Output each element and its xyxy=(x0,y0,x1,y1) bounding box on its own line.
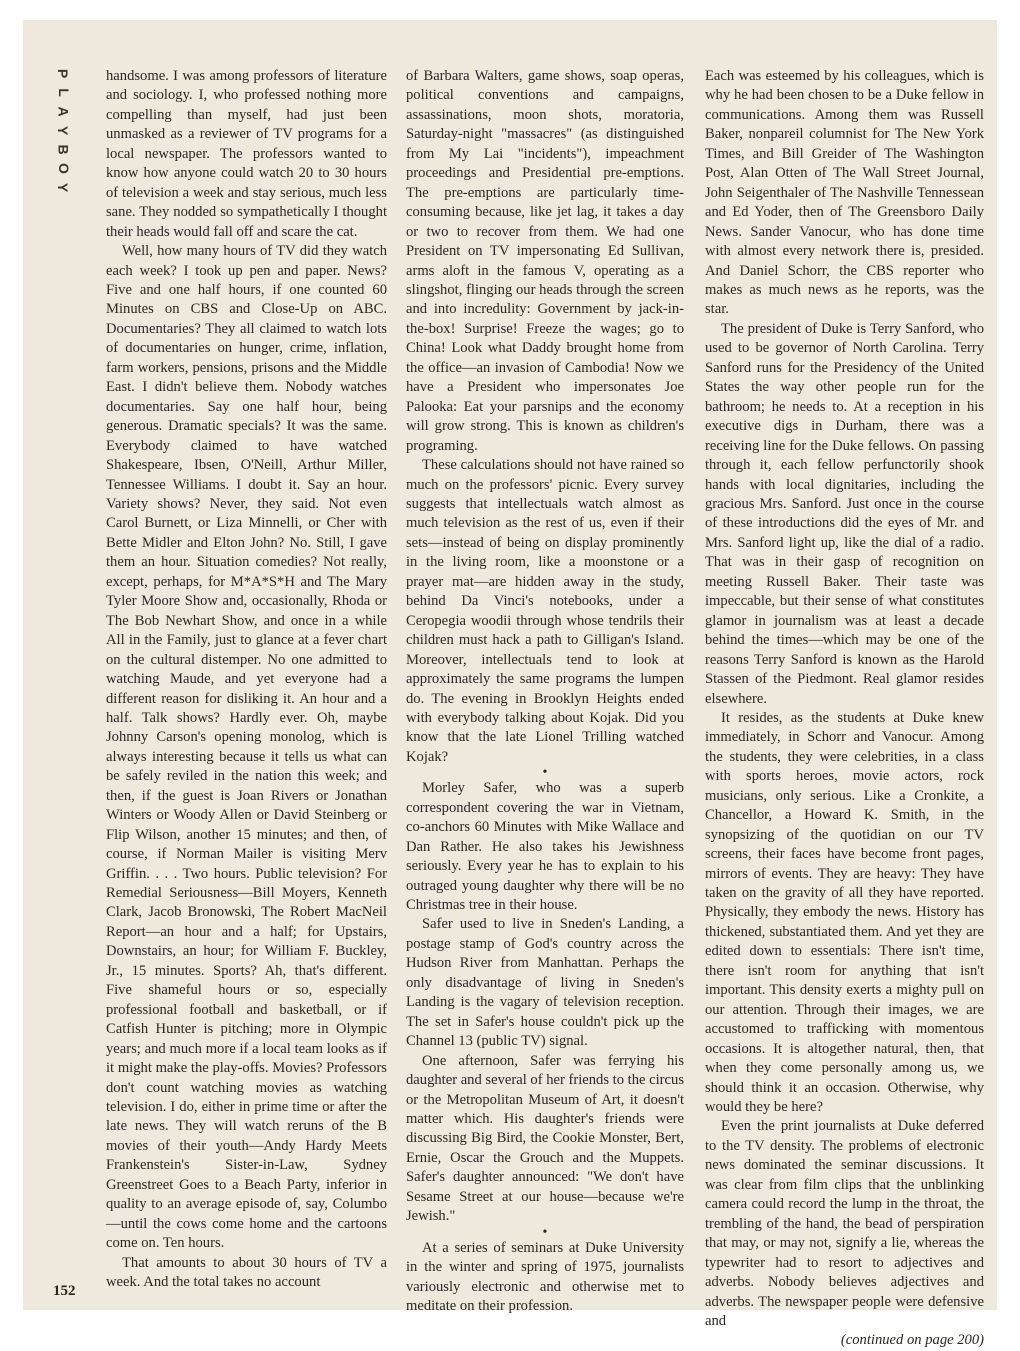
paragraph: of Barbara Walters, game shows, soap operas, political conventions and campaigns, assassinations, moon shots, moratoria, Saturday-night "massacres" (as distinguished from My Lai "incidents"), impeachment proceedings and Presidential pre-emptions. The pre-emptions are particularly time-consuming because, like jet lag, it takes a day or two to recover from them. We had one President on TV impersonating Ed Sullivan, arms aloft in the famous V, operating as a slingshot, flinging our heads through the screen and into incredulity: Government by jack-in-the-box! Surprise! Freeze the wages; go to China! Look what Daddy brought home from the office—an invasion of Cambodia! Now we have a President who impersonates Joe Palooka: Eat your parsnips and the economy will grow strong. This is known as children's programing. xyxy=(406,68,684,454)
mag-letter: Y xyxy=(55,182,72,193)
mag-letter: A xyxy=(55,106,72,117)
mag-letter: L xyxy=(55,88,72,97)
section-separator: • xyxy=(542,1224,548,1240)
paragraph: It resides, as the students at Duke knew immediately, in Schorr and Vanocur. Among the students, they were celebrities, in a class with sports heroes, movie actors, rock musicians, only serious. Like a Cronkite, a Chancellor, a Howard K. Smith, in the synopsizing of the quotidian on our TV screens, their faces have become front pages, mirrors of events. They are heavy: They have taken on the gravity of all they have reported. Physically, they embody the news. History has thickened, substantiated them. And yet they are edited down to essentials: There isn't time, there isn't room for anything that isn't important. This density exerts a mighty pull on our attention. Through their images, we are accustomed to trafficking with momentous occasions. It is altogether natural, then, that when they come personally among us, we should think it an occasion. Otherwise, why would they be here? xyxy=(705,709,984,1116)
paragraph: That amounts to about 30 hours of TV a week. And the total takes no account xyxy=(106,1254,387,1291)
magazine-name-vertical xyxy=(53,64,73,197)
paragraph: Even the print journalists at Duke deferred to the TV density. The problems of electronic news dominated the seminar discussions. It was clear from film clips that the unblinking camera could record the lump in the throat, the trembling of the hand, the bead of perspiration that may, or may not, signify a lie, whereas the typewriter had to resort to adjectives and adverbs. Nobody believes adjectives and adverbs. The newspaper people were defensive and xyxy=(705,1118,984,1329)
magazine-page xyxy=(23,20,997,1349)
article-column-2 xyxy=(406,67,684,1317)
paragraph: The president of Duke is Terry Sanford, who used to be governor of North Carolina. Terry Sanford runs for the Presidency of the United States the way other people run for the bathroom; he needs to. At a reception in his executive digs in Durham, there was a receiving line for the Duke fellows. On passing through it, each fellow perfunctorily shook hands with local dignitaries, including the gracious Mrs. Sanford. Just once in the course of these introductions did the eyes of Mr. and Mrs. Sanford light up, like the dial of a radio. That was in their gasp of recognition on meeting Russell Baker. Their taste was impeccable, but their sense of what constitutes glamor in journalism was at least a decade behind the times—which may be one of the reasons Terry Sanford is known as the Harold Stassen of the Piedmont. Real glamor resides elsewhere. xyxy=(705,320,984,707)
article-column-3 xyxy=(705,67,984,1351)
mag-letter: Y xyxy=(55,125,72,136)
paragraph: Well, how many hours of TV did they watch each week? I took up pen and paper. News? Five and one half hours, if one counted 60 Minutes on CBS and Close-Up on ABC. Documentaries? They all claimed to watch lots of documentaries on hunger, crime, inflation, farm workers, pensions, prisons and the Middle East. I didn't believe them. Nobody watches documentaries. Say one half hour, being generous. Dramatic specials? It was the same. Everybody claimed to have watched Shakespeare, Ibsen, O'Neill, Arthur Miller, Tennessee Williams. I doubt it. Say an hour. Variety shows? Never, they said. Not even Carol Burnett, or Liza Minnelli, or Cher with Bette Midler and Elton John? No. Still, I gave them an hour. Situation comedies? Not really, except, perhaps, for M*A*S*H and The Mary Tyler Moore Show and, occasionally, Rhoda or The Bob Newhart Show, and once in a while All in the Family, just to glance at a fever chart on the cultural distemper. No one admitted to watching Maude, and yet everyone had a different reason for disliking it. An hour and a half. Talk shows? Hardly ever. Oh, maybe Johnny Carson's opening monolog, which is always interesting because it tells us what can be safely reviled in the nation this week; and then, if the guest is Joan Rivers or Jonathan Winters or Woody Allen or David Steinberg or Flip Wilson, another 15 minutes; and then, of course, if Norman Mailer is visiting Merv Griffin. . . . Two hours. Public television? For Remedial Seriousness—Bill Moyers, Kenneth Clark, Jacob Bronowski, The Robert MacNeil Report—an hour and a half; for Upstairs, Downstairs, an hour; for William F. Buckley, Jr., 15 minutes. Sports? Ah, that's different. Five shameful hours or so, especially professional football and basketball, or if Catfish Hunter is pitching; more in Olympic years; and much more if a local team looks as if it might make the play-offs. Movies? Professors don't count watching movies as watching television. I do, either in prime time or after the late news. They will watch reruns of the B movies of their youth—Andy Hardy Meets Frankenstein's Sister-in-Law, Sydney Greenstreet Goes to a Beach Party, inferior in quality to an average episode of, say, Columbo—until the cows come home and the cartoons come on. Ten hours. xyxy=(106,243,387,1252)
paragraph: handsome. I was among professors of literature and sociology. I, who professed nothing more compelling than myself, had just been unmasked as a reviewer of TV programs for a local newspaper. The professors wanted to know how anyone could watch 20 to 30 hours of television a week and stay serious, much less sane. They nodded so sympathetically I thought their heads would fall off and scare the cat. xyxy=(106,68,387,240)
paragraph: These calculations should not have rained so much on the professors' picnic. Every survey suggests that intellectuals watch almost as much television as the rest of us, even if their sets—instead of being on display prominently in the living room, like a moonstone or a prayer mat—are hidden away in the study, behind Da Vinci's notebooks, under a Ceropegia woodii through whose tendrils their children must hack a path to Gilligan's Island. Moreover, intellectuals tend to look at approximately the same programs the lumpen do. The evening in Brooklyn Heights ended with everybody talking about Kojak. Did you know that the late Lionel Trilling watched Kojak? xyxy=(406,457,684,765)
paragraph: Each was esteemed by his colleagues, which is why he had been chosen to be a Duke fellow in communications. Among them was Russell Baker, nonpareil columnist for The New York Times, and Bill Greider of The Washington Post, Alan Otten of The Wall Street Journal, John Seigenthaler of The Nashville Tennessean and Ed Yoder, then of The Greensboro Daily News. Sander Vanocur, who has done time with almost every network there is, presided. And Daniel Schorr, the CBS reporter who makes as much news as he reports, was the star. xyxy=(705,68,984,318)
section-separator: • xyxy=(542,765,548,781)
article-column-1 xyxy=(106,67,387,1293)
page-number: 152 xyxy=(53,1283,76,1299)
paragraph: Safer used to live in Sneden's Landing, a postage stamp of God's country across the Hudson River from Manhattan. Perhaps the only disadvantage of living in Sneden's Landing is the vagary of television reception. The set in Safer's house couldn't pick up the Channel 13 (public TV) signal. xyxy=(406,916,684,1050)
continuation-note: (continued on page 200) xyxy=(840,1332,984,1349)
mag-letter: B xyxy=(55,144,72,155)
paragraph: At a series of seminars at Duke University in the winter and spring of 1975, journalists variously electronic and otherwise met to meditate on their profession. xyxy=(406,1239,684,1315)
paragraph: One afternoon, Safer was ferrying his daughter and several of her friends to the circus or the Metropolitan Museum of Art, it doesn't matter which. His daughter's friends were discussing Big Bird, the Cookie Monster, Bert, Ernie, Oscar the Grouch and the Muppets. Safer's daughter announced: "We don't have Sesame Street at our house—because we're Jewish." xyxy=(406,1052,684,1225)
mag-letter: O xyxy=(55,163,72,174)
mag-letter: P xyxy=(55,68,72,79)
paragraph: Morley Safer, who was a superb correspondent covering the war in Vietnam, co-anchors 60 Minutes with Mike Wallace and Dan Rather. He also takes his Jewishness seriously. Every year he has to explain to his outraged young daughter why there will be no Christmas tree in their house. xyxy=(406,780,684,914)
